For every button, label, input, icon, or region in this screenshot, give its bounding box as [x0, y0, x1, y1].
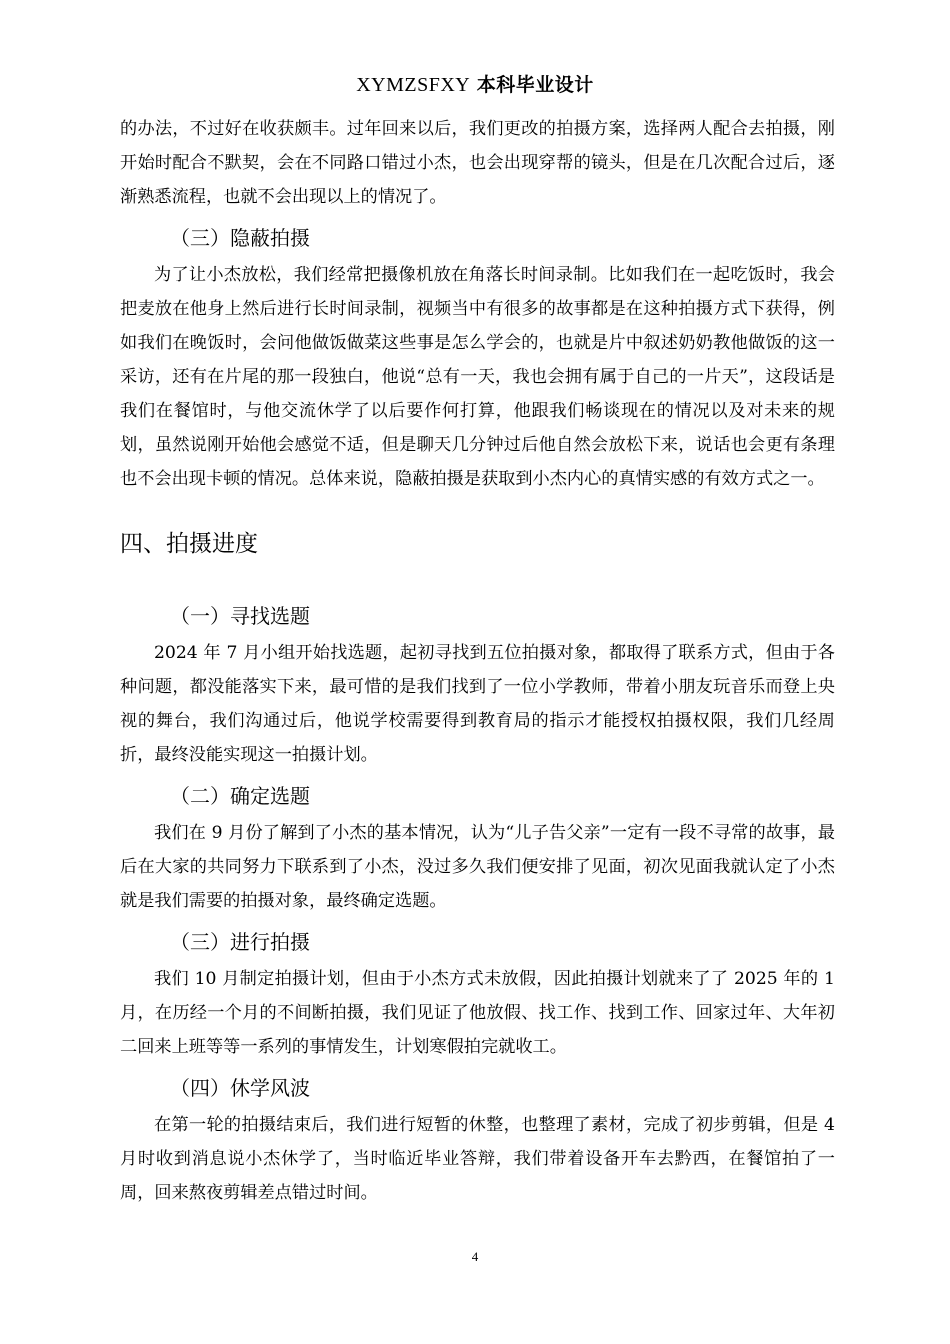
section-spacer — [120, 562, 835, 592]
section-heading-shooting-progress: 四、拍摄进度 — [120, 531, 258, 557]
page-header — [0, 70, 950, 97]
header-institution-code: XYMZSFXY — [356, 74, 471, 96]
subsection-heading-hidden-shooting: （三）隐蔽拍摄 — [170, 226, 310, 250]
paragraph-confirm-topic: 我们在 9 月份了解到了小杰的基本情况，认为“儿子告父亲”一定有一段不寻常的故事，最后在大家的共同努力下联系到了小杰，没过多久我们便安排了见面，初次见面我就认定了小杰就是我们需要的拍摄对象，最终确定选题。 — [120, 823, 835, 911]
subsection-heading-find-topic: （一）寻找选题 — [170, 604, 310, 628]
continued-paragraph: 的办法，不过好在收获颇丰。过年回来以后，我们更改的拍摄方案，选择两人配合去拍摄，刚开始时配合不默契，会在不同路口错过小杰，也会出现穿帮的镜头，但是在几次配合过后，逐渐熟悉流程，也就不会出现以上的情况了。 — [120, 119, 835, 207]
paragraph-shooting: 我们 10 月制定拍摄计划，但由于小杰方式未放假，因此拍摄计划就来了了 2025 年的 1 月，在历经一个月的不间断拍摄，我们见证了他放假、找工作、找到工作、回家过年、大年初二回来上班等等一系列的事情发生，计划寒假拍完就收工。 — [120, 969, 835, 1057]
page-body — [120, 112, 835, 1210]
paragraph-hidden-shooting: 为了让小杰放松，我们经常把摄像机放在角落长时间录制。比如我们在一起吃饭时，我会把麦放在他身上然后进行长时间录制，视频当中有很多的故事都是在这种拍摄方式下获得，例如我们在晚饭时，会问他做饭做菜这些事是怎么学会的，也就是片中叙述奶奶教他做饭的这一采访，还有在片尾的那一段独白，他说“总有一天，我也会拥有属于自己的一片天”，这段话是我们在餐馆时，与他交流休学了以后要作何打算，他跟我们畅谈现在的情况以及对未来的规划，虽然说刚开始他会感觉不适，但是聊天几分钟过后他自然会放松下来，说话也会更有条理也不会出现卡顿的情况。总体来说，隐蔽拍摄是获取到小杰内心的真情实感的有效方式之一。 — [120, 265, 835, 489]
subsection-heading-confirm-topic: （二）确定选题 — [170, 784, 310, 808]
subsection-heading-shooting: （三）进行拍摄 — [170, 930, 310, 954]
subsection-heading-suspension: （四）休学风波 — [170, 1076, 310, 1100]
paragraph-find-topic: 2024 年 7 月小组开始找选题，起初寻找到五位拍摄对象，都取得了联系方式，但由于各种问题，都没能落实下来，最可惜的是我们找到了一位小学教师，带着小朋友玩音乐而登上央视的舞台，我们沟通过后，他说学校需要得到教育局的指示才能授权拍摄权限，我们几经周折，最终没能实现这一拍摄计划。 — [120, 643, 835, 765]
page-number: 4 — [471, 1249, 479, 1264]
paragraph-suspension: 在第一轮的拍摄结束后，我们进行短暂的休整，也整理了素材，完成了初步剪辑，但是 4 月时收到消息说小杰休学了，当时临近毕业答辩，我们带着设备开车去黔西，在餐馆拍了一周，回来熬夜剪辑差点错过时间。 — [120, 1115, 835, 1203]
header-document-type: 本科毕业设计 — [476, 74, 594, 96]
